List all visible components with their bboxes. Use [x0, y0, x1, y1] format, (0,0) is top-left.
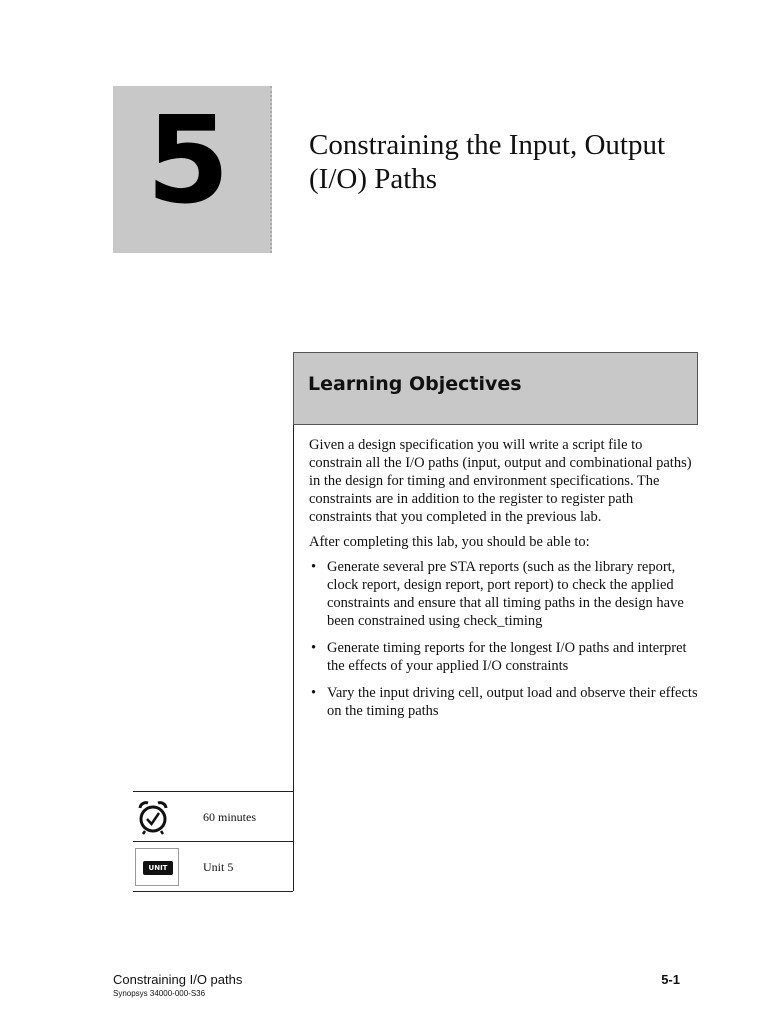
bullet-icon: • [311, 685, 317, 701]
list-item [309, 684, 699, 720]
chapter-number: 5 [146, 92, 230, 231]
list-item [309, 558, 699, 630]
list-item-text: Generate several pre STA reports (such as the library report, clock report, design report, port report) to check the applied constraints and ensure that all timing paths in the design have been constrained using check_timing [327, 559, 684, 629]
footer-title: Constraining I/O paths [113, 972, 243, 987]
list-item-text: Vary the input driving cell, output load and observe their effects on the timing paths [327, 685, 698, 719]
objectives-body [309, 436, 699, 729]
duration-row [133, 791, 293, 842]
duration-text: 60 minutes [203, 810, 256, 824]
bullet-icon: • [311, 559, 317, 575]
footer-code: Synopsys 34000-000-S36 [113, 989, 206, 998]
list-item-text: Generate timing reports for the longest I/O paths and interpret the effects of your applied I/O constraints [327, 640, 687, 674]
list-item [309, 639, 699, 675]
unit-text: Unit 5 [203, 860, 234, 874]
unit-row [133, 841, 293, 892]
bullet-icon: • [311, 640, 317, 656]
chapter-title-line-2: (I/O) Paths [309, 163, 438, 195]
unit-icon [135, 848, 179, 886]
learning-objectives-header [293, 352, 698, 425]
chapter-title [309, 128, 729, 196]
objectives-intro: Given a design specification you will write a script file to constrain all the I/O paths (input, output and combinational paths) in the design for timing and environment specifications. The constraints are in addition to the register to register path constraints that you completed in the previous lab. [309, 437, 692, 525]
page-number: 5-1 [661, 972, 680, 987]
objectives-list [309, 558, 699, 720]
chapter-title-line-1: Constraining the Input, Output [309, 129, 666, 161]
chapter-number-box [113, 86, 272, 253]
alarm-clock-icon [135, 799, 171, 835]
section-divider-vertical [293, 425, 294, 891]
unit-badge: UNIT [143, 861, 173, 875]
learning-objectives-title: Learning Objectives [308, 373, 522, 395]
objectives-lead: After completing this lab, you should be able to: [309, 534, 590, 550]
